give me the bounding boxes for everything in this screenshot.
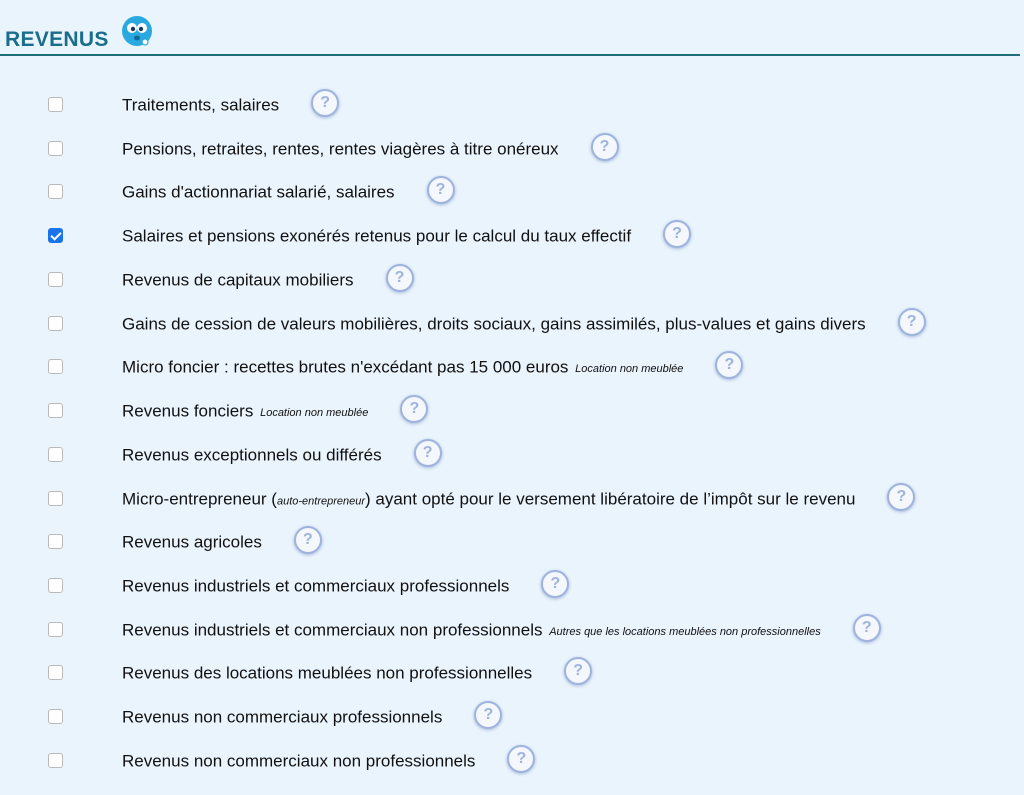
income-label (122, 704, 502, 732)
income-label-text: Salaires et pensions exonérés retenus pour le calcul du taux effectif (122, 226, 632, 246)
income-label-text: Traitements, salaires (122, 95, 280, 115)
traitements-salaires-checkbox[interactable] (48, 97, 63, 112)
income-row-micro-foncier (0, 342, 1020, 386)
income-label (122, 442, 442, 470)
income-label-text: Micro-entrepreneur ( (122, 489, 277, 509)
income-row-agricoles (0, 517, 1020, 561)
income-row-pensions (0, 124, 1020, 168)
help-icon[interactable]: ? (311, 89, 339, 117)
income-label-text: Revenus de capitaux mobiliers (122, 270, 354, 290)
help-icon[interactable]: ? (414, 439, 442, 467)
gains-cession-checkbox[interactable] (48, 316, 63, 331)
pensions-checkbox[interactable] (48, 141, 63, 156)
income-label (122, 267, 414, 295)
revenus-fonciers-checkbox[interactable] (48, 403, 63, 418)
help-icon[interactable]: ? (541, 570, 569, 598)
help-icon[interactable]: ? (715, 351, 743, 379)
income-label (122, 179, 455, 207)
income-label-text: Revenus agricoles (122, 532, 262, 552)
help-icon[interactable]: ? (400, 395, 428, 423)
salaires-exoneres-checkbox[interactable] (48, 228, 63, 243)
help-icon[interactable]: ? (853, 614, 881, 642)
bnc-non-pro-checkbox[interactable] (48, 753, 63, 768)
income-label (122, 529, 322, 557)
income-row-exceptionnels (0, 430, 1020, 474)
income-label (122, 486, 915, 514)
bic-pro-checkbox[interactable] (48, 578, 63, 593)
income-row-gains-cession (0, 299, 1020, 343)
income-row-salaires-exoneres (0, 211, 1020, 255)
income-label-text: Revenus non commerciaux non professionnels (122, 751, 476, 771)
income-label-text: Micro foncier : recettes brutes n'excédant pas 15 000 euros (122, 357, 569, 377)
income-row-bic-non-pro (0, 605, 1020, 649)
micro-foncier-checkbox[interactable] (48, 359, 63, 374)
help-icon[interactable]: ? (591, 133, 619, 161)
help-icon[interactable]: ? (564, 657, 592, 685)
income-row-traitements-salaires (0, 80, 1020, 124)
income-label-text: Gains de cession de valeurs mobilières, droits sociaux, gains assimilés, plus-values et gains divers (122, 314, 866, 334)
bnc-pro-checkbox[interactable] (48, 709, 63, 724)
income-row-lmnp (0, 648, 1020, 692)
agricoles-checkbox[interactable] (48, 534, 63, 549)
income-label (122, 223, 691, 251)
help-icon[interactable]: ? (507, 745, 535, 773)
income-label (122, 311, 926, 339)
income-note: Autres que les locations meublées non professionnelles (549, 626, 821, 639)
income-label-inner: auto-entrepreneur (276, 495, 366, 508)
income-label-text: Revenus industriels et commerciaux professionnels (122, 576, 510, 596)
income-label-text-end: ) ayant opté pour le versement libératoire de l’impôt sur le revenu (365, 489, 856, 509)
income-note: Location non meublée (260, 407, 369, 420)
income-row-bic-pro (0, 561, 1020, 605)
section-header (0, 0, 1020, 56)
help-icon[interactable]: ? (887, 483, 915, 511)
actionnariat-checkbox[interactable] (48, 184, 63, 199)
lmnp-checkbox[interactable] (48, 665, 63, 680)
income-label (122, 136, 619, 164)
income-label (122, 660, 592, 688)
income-row-micro-entrepreneur (0, 474, 1020, 518)
help-icon[interactable]: ? (427, 176, 455, 204)
income-label-text: Revenus fonciers (122, 401, 254, 421)
income-label (122, 398, 428, 426)
bic-non-pro-checkbox[interactable] (48, 622, 63, 637)
capitaux-mobiliers-checkbox[interactable] (48, 272, 63, 287)
income-label (122, 748, 535, 776)
income-label (122, 573, 569, 601)
income-note: Location non meublée (575, 363, 684, 376)
income-label-text: Revenus non commerciaux professionnels (122, 707, 443, 727)
income-row-revenus-fonciers (0, 386, 1020, 430)
income-label (122, 354, 743, 382)
help-icon[interactable]: ? (663, 220, 691, 248)
income-label (122, 92, 339, 120)
income-label-text: Revenus des locations meublées non professionnelles (122, 663, 533, 683)
micro-entrepreneur-checkbox[interactable] (48, 491, 63, 506)
help-icon[interactable]: ? (386, 264, 414, 292)
mascot-icon (120, 15, 154, 49)
income-label-text: Revenus industriels et commerciaux non professionnels (122, 620, 543, 640)
income-row-bnc-pro (0, 692, 1020, 736)
income-row-bnc-non-pro (0, 736, 1020, 780)
income-row-capitaux-mobiliers (0, 255, 1020, 299)
income-label-text: Gains d'actionnariat salarié, salaires (122, 182, 395, 202)
income-row-actionnariat (0, 167, 1020, 211)
income-label-text: Pensions, retraites, rentes, rentes viagères à titre onéreux (122, 139, 559, 159)
help-icon[interactable]: ? (294, 526, 322, 554)
section-title: REVENUS (5, 28, 109, 51)
help-icon[interactable]: ? (898, 308, 926, 336)
help-icon[interactable]: ? (474, 701, 502, 729)
income-label (122, 617, 881, 645)
income-label-text: Revenus exceptionnels ou différés (122, 445, 382, 465)
exceptionnels-checkbox[interactable] (48, 447, 63, 462)
